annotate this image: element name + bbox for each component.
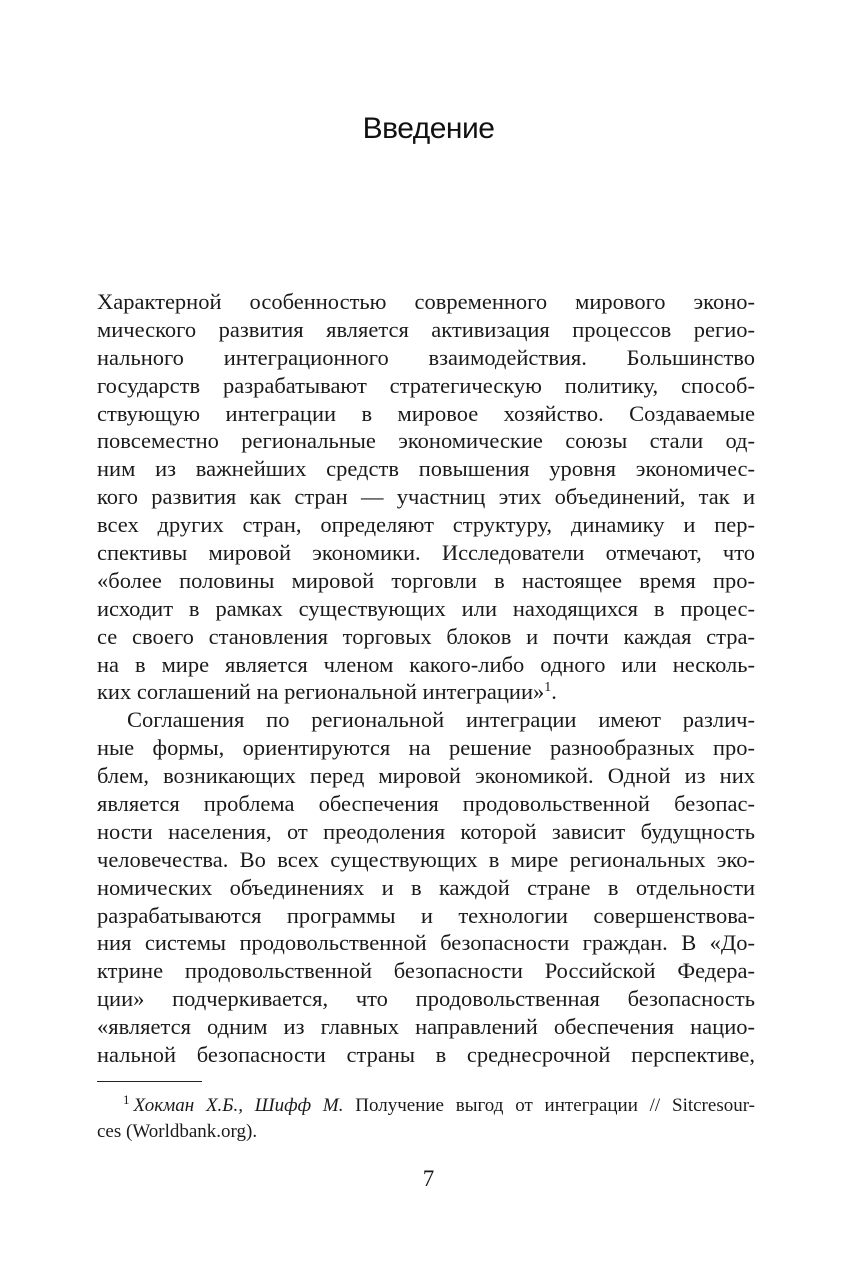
end-punctuation: . — [551, 679, 557, 705]
chapter-heading: Введение — [362, 112, 495, 145]
text-line: на в мире является членом какого-либо одного или несколь- — [97, 651, 755, 677]
text-line: блем, возникающих перед мировой экономикой. Одной из них — [97, 763, 755, 789]
text-line: человечества. Во всех существующих в мире региональных эко- — [97, 846, 755, 872]
paragraph-2 — [97, 706, 755, 1069]
text-line: ктрине продовольственной безопасности Российской Федера- — [97, 958, 755, 984]
text-line: ния системы продовольственной безопасности граждан. В «До- — [97, 930, 755, 956]
footnote-authors: Хокман Х.Б., Шифф М. — [133, 1095, 344, 1116]
text-line: ности населения, от преодоления которой зависит будущность — [97, 818, 755, 844]
text-line: ствующую интеграции в мировое хозяйство. Создаваемые — [97, 400, 755, 426]
footnote-number: 1 — [123, 1092, 130, 1107]
footnote — [97, 1093, 755, 1145]
text-line: кого развития как стран — участниц этих объединений, так и — [97, 484, 755, 510]
text-line: номических объединениях и в каждой стране в отдельности — [97, 874, 755, 900]
footnote-text: Получение выгод от интеграции // Sitcresour- — [343, 1095, 755, 1116]
text-line: повсеместно региональные экономические союзы стали од- — [97, 428, 755, 454]
text-line: Соглашения по региональной интеграции имеют различ- — [127, 707, 755, 733]
footnote-line-last: ces (Worldbank.org). — [97, 1121, 258, 1142]
text-line: государств разрабатывают стратегическую политику, способ- — [97, 372, 755, 398]
text-line: Характерной особенностью современного мирового эконо- — [97, 289, 755, 314]
text-line-content: ких соглашений на региональной интеграции» — [97, 679, 545, 705]
text-line: всех других стран, определяют структуру, динамику и пер- — [97, 512, 755, 538]
text-line: се своего становления торговых блоков и почти каждая стра- — [97, 623, 755, 649]
footnote-line — [97, 1093, 755, 1119]
text-line: нальной безопасности страны в среднесрочной перспективе, — [97, 1042, 755, 1068]
text-line: спективы мировой экономики. Исследователи отмечают, что — [97, 540, 755, 566]
text-line: «более половины мировой торговли в настоящее время про- — [97, 567, 755, 593]
body-text — [97, 288, 755, 1069]
text-line-last — [97, 678, 755, 706]
text-line: «является одним из главных направлений обеспечения нацио- — [97, 1014, 755, 1040]
page-number: 7 — [422, 1166, 435, 1191]
text-line: ции» подчеркивается, что продовольственная безопасность — [97, 986, 755, 1012]
text-line: нального интеграционного взаимодействия. Большинство — [97, 344, 755, 370]
footnote-reference[interactable]: 1 — [544, 680, 552, 696]
text-line: исходит в рамках существующих или находящихся в процес- — [97, 595, 755, 621]
paragraph-1 — [97, 288, 755, 706]
text-line: ные формы, ориентируются на решение разнообразных про- — [97, 735, 755, 761]
text-line: является проблема обеспечения продовольственной безопас- — [97, 791, 755, 817]
text-line: разрабатываются программы и технологии совершенствова- — [97, 902, 755, 928]
text-line: мического развития является активизация процессов регио- — [97, 316, 755, 342]
text-line: ним из важнейших средств повышения уровня экономичес- — [97, 456, 755, 482]
footnote-divider — [97, 1081, 202, 1082]
